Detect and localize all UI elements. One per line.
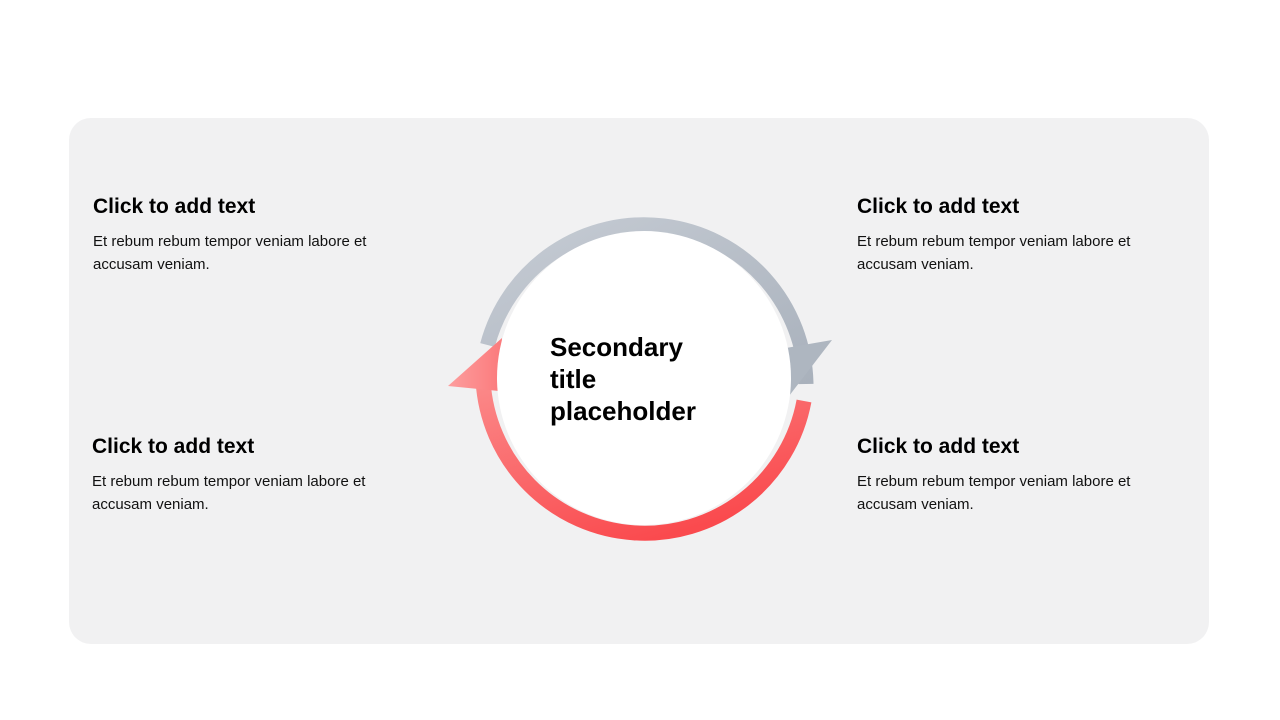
text-block-top-left[interactable] <box>93 194 413 276</box>
block-body[interactable]: Et rebum rebum tempor veniam labore et accusam veniam. <box>857 233 1131 273</box>
block-body[interactable]: Et rebum rebum tempor veniam labore et accusam veniam. <box>857 473 1131 513</box>
text-block-top-right[interactable] <box>857 194 1177 276</box>
block-heading[interactable]: Click to add text <box>93 195 256 218</box>
gray-arrow-head <box>786 340 832 396</box>
block-body[interactable]: Et rebum rebum tempor veniam labore et accusam veniam. <box>92 473 366 513</box>
red-arrow-head <box>448 338 502 391</box>
block-heading[interactable]: Click to add text <box>92 435 255 458</box>
text-block-bottom-right[interactable] <box>857 434 1177 516</box>
block-body[interactable]: Et rebum rebum tempor veniam labore et accusam veniam. <box>93 233 367 273</box>
text-block-bottom-left[interactable] <box>92 434 412 516</box>
block-heading[interactable]: Click to add text <box>857 195 1020 218</box>
center-title[interactable]: Secondary title placeholder <box>550 332 696 426</box>
block-heading[interactable]: Click to add text <box>857 435 1020 458</box>
